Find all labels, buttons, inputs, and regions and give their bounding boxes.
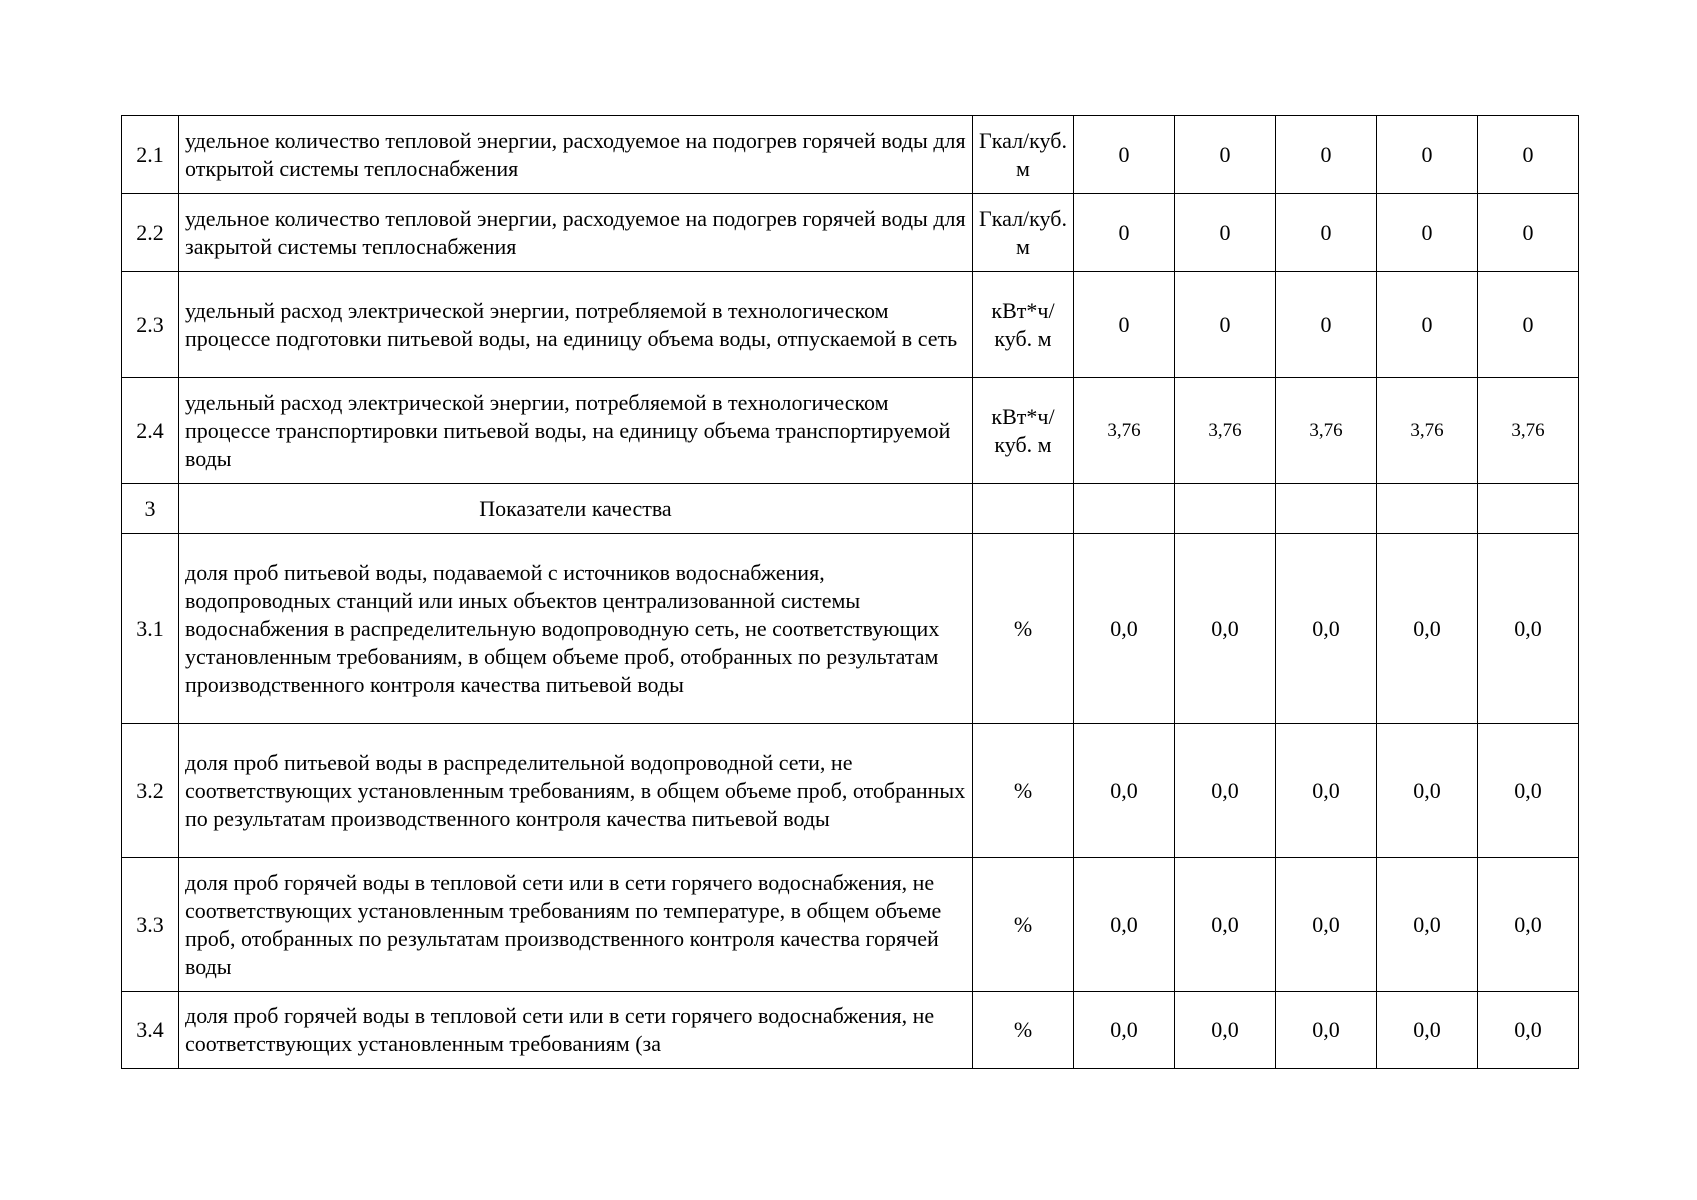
value-cell: 0,0	[1074, 992, 1175, 1069]
row-unit: %	[973, 534, 1074, 724]
value-cell: 0,0	[1377, 858, 1478, 992]
table-row	[122, 724, 1579, 858]
row-number: 3.1	[122, 534, 179, 724]
value-cell: 3,76	[1478, 378, 1579, 484]
value-cell: 3,76	[1276, 378, 1377, 484]
value-cell: 0	[1175, 116, 1276, 194]
value-cell: 0,0	[1074, 724, 1175, 858]
row-description: доля проб горячей воды в тепловой сети или в сети горячего водоснабжения, не соответствующих установленным требованиям по температуре, в общем объеме проб, отобранных по результатам производственного контроля качества горячей воды	[179, 858, 973, 992]
value-cell	[1074, 484, 1175, 534]
value-cell: 0	[1074, 194, 1175, 272]
table-row	[122, 992, 1579, 1069]
value-cell: 0,0	[1377, 534, 1478, 724]
row-description: удельный расход электрической энергии, потребляемой в технологическом процессе подготовки питьевой воды, на единицу объема воды, отпускаемой в сеть	[179, 272, 973, 378]
table-row	[122, 272, 1579, 378]
section-heading-row	[122, 484, 1579, 534]
value-cell: 0	[1478, 116, 1579, 194]
value-cell: 0	[1074, 272, 1175, 378]
row-description: удельное количество тепловой энергии, расходуемое на подогрев горячей воды для открытой системы теплоснабжения	[179, 116, 973, 194]
value-cell: 0	[1074, 116, 1175, 194]
value-cell: 3,76	[1175, 378, 1276, 484]
value-cell: 0,0	[1276, 992, 1377, 1069]
row-unit: %	[973, 992, 1074, 1069]
value-cell: 0,0	[1276, 724, 1377, 858]
value-cell: 0,0	[1074, 858, 1175, 992]
value-cell: 3,76	[1074, 378, 1175, 484]
table-row	[122, 116, 1579, 194]
value-cell: 0,0	[1175, 858, 1276, 992]
indicators-table	[121, 115, 1579, 1069]
value-cell: 0,0	[1478, 534, 1579, 724]
row-unit: кВт*ч/куб. м	[973, 272, 1074, 378]
value-cell: 0,0	[1175, 724, 1276, 858]
value-cell: 0,0	[1276, 534, 1377, 724]
value-cell: 0	[1377, 194, 1478, 272]
table-row	[122, 194, 1579, 272]
value-cell: 0,0	[1074, 534, 1175, 724]
value-cell: 0,0	[1276, 858, 1377, 992]
row-description: удельный расход электрической энергии, потребляемой в технологическом процессе транспортировки питьевой воды, на единицу объема транспортируемой воды	[179, 378, 973, 484]
value-cell: 0	[1276, 272, 1377, 378]
row-unit: %	[973, 858, 1074, 992]
row-unit: %	[973, 724, 1074, 858]
row-description: доля проб питьевой воды, подаваемой с источников водоснабжения, водопроводных станций или иных объектов централизованной системы водоснабжения в распределительную водопроводную сеть, не соответствующих установленным требованиям, в общем объеме проб, отобранных по результатам производственного контроля качества питьевой воды	[179, 534, 973, 724]
value-cell: 0	[1478, 272, 1579, 378]
value-cell	[1377, 484, 1478, 534]
row-number: 2.3	[122, 272, 179, 378]
row-description: доля проб питьевой воды в распределительной водопроводной сети, не соответствующих установленным требованиям, в общем объеме проб, отобранных по результатам производственного контроля качества питьевой воды	[179, 724, 973, 858]
value-cell: 0	[1377, 116, 1478, 194]
row-number: 3.4	[122, 992, 179, 1069]
value-cell: 3,76	[1377, 378, 1478, 484]
value-cell: 0	[1478, 194, 1579, 272]
value-cell	[1478, 484, 1579, 534]
row-number: 2.2	[122, 194, 179, 272]
value-cell: 0,0	[1175, 534, 1276, 724]
row-number: 3.3	[122, 858, 179, 992]
value-cell: 0,0	[1478, 724, 1579, 858]
table-row	[122, 534, 1579, 724]
value-cell	[1276, 484, 1377, 534]
value-cell: 0,0	[1175, 992, 1276, 1069]
row-number: 2.4	[122, 378, 179, 484]
row-number: 3.2	[122, 724, 179, 858]
row-description: удельное количество тепловой энергии, расходуемое на подогрев горячей воды для закрытой системы теплоснабжения	[179, 194, 973, 272]
value-cell: 0,0	[1478, 858, 1579, 992]
row-unit: Гкал/куб. м	[973, 194, 1074, 272]
value-cell: 0,0	[1478, 992, 1579, 1069]
value-cell: 0,0	[1377, 724, 1478, 858]
table-row	[122, 378, 1579, 484]
row-unit: кВт*ч/куб. м	[973, 378, 1074, 484]
value-cell	[1175, 484, 1276, 534]
value-cell: 0	[1377, 272, 1478, 378]
row-unit	[973, 484, 1074, 534]
row-number: 2.1	[122, 116, 179, 194]
table-row	[122, 858, 1579, 992]
value-cell: 0	[1175, 194, 1276, 272]
value-cell: 0,0	[1377, 992, 1478, 1069]
value-cell: 0	[1175, 272, 1276, 378]
value-cell: 0	[1276, 116, 1377, 194]
section-heading: Показатели качества	[179, 484, 973, 534]
row-number: 3	[122, 484, 179, 534]
row-description: доля проб горячей воды в тепловой сети или в сети горячего водоснабжения, не соответствующих установленным требованиям (за	[179, 992, 973, 1069]
value-cell: 0	[1276, 194, 1377, 272]
row-unit: Гкал/куб. м	[973, 116, 1074, 194]
